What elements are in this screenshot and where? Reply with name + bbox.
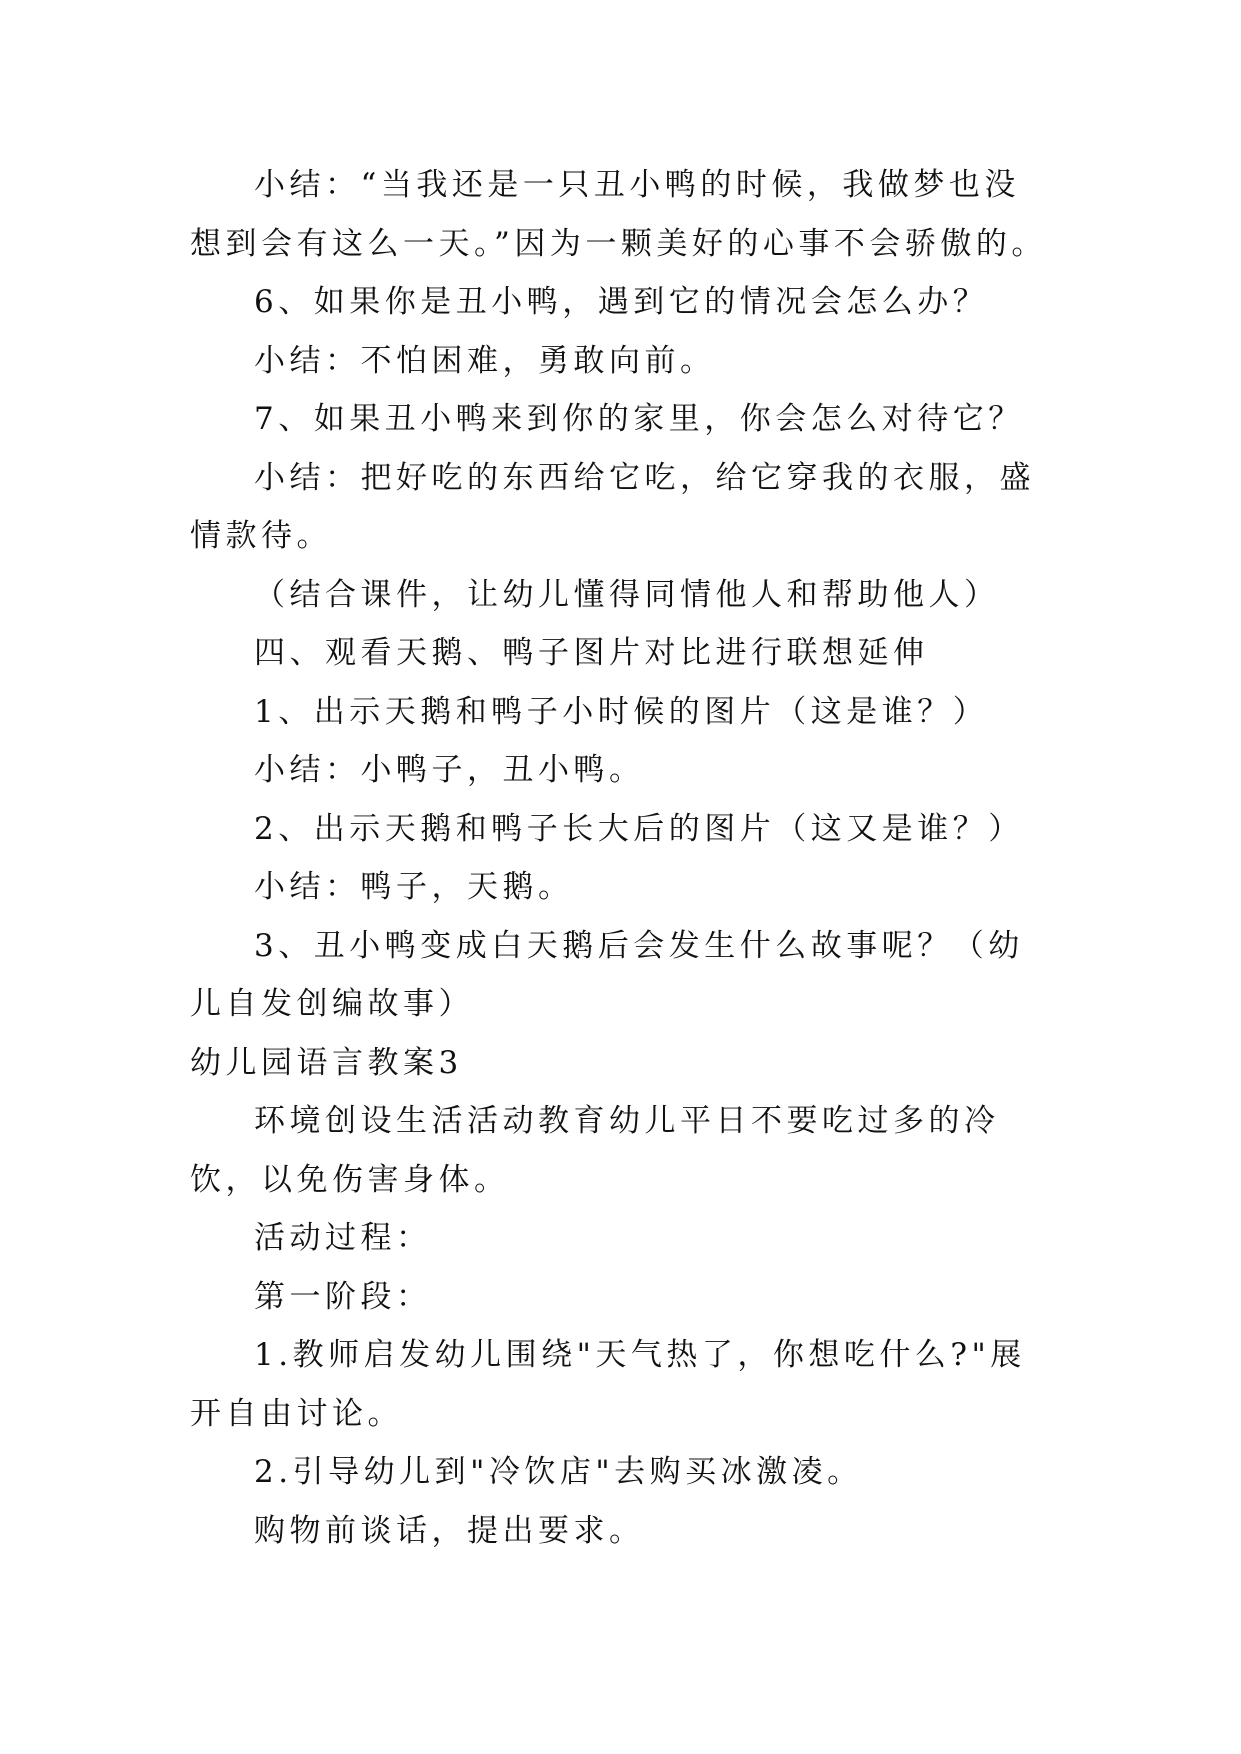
paragraph-item-1: 1、出示天鹅和鸭子小时候的图片（这是谁？）: [254, 693, 989, 730]
paragraph-courseware-note: （结合课件，让幼儿懂得同情他人和帮助他人）: [254, 576, 1000, 613]
paragraph-shopping-talk: 购物前谈话，提出要求。: [254, 1512, 645, 1549]
paragraph-summary-grown: 小结：鸭子，天鹅。: [254, 869, 574, 905]
paragraph-stage-1: 第一阶段：: [254, 1278, 432, 1315]
paragraph-question-6: 6、如果你是丑小鸭，遇到它的情况会怎么办？: [254, 284, 989, 320]
paragraph-activity-process: 活动过程：: [254, 1220, 432, 1256]
paragraph-step-2: 2.引导幼儿到"冷饮店"去购买冰激凌。: [254, 1454, 863, 1490]
paragraph-summary-ducklings: 小结：小鸭子，丑小鸭。: [254, 752, 645, 788]
paragraph-section-4: 四、观看天鹅、鸭子图片对比进行联想延伸: [254, 635, 929, 671]
paragraph-environment: 环境创设生活活动教育幼儿平日不要吃过多的冷饮，以免伤害身体。: [190, 1103, 1000, 1198]
paragraph-summary-hospitality: 小结：把好吃的东西给它吃，给它穿我的衣服，盛情款待。: [190, 459, 1035, 554]
paragraph-step-1: 1.教师启发幼儿围绕"天气热了，你想吃什么?"展开自由讨论。: [190, 1337, 1026, 1432]
paragraph-item-3: 3、丑小鸭变成白天鹅后会发生什么故事呢？（幼儿自发创编故事）: [190, 927, 1024, 1022]
paragraph-item-2: 2、出示天鹅和鸭子长大后的图片（这又是谁？）: [254, 810, 1024, 847]
paragraph-question-7: 7、如果丑小鸭来到你的家里，你会怎么对待它？: [254, 401, 1024, 437]
paragraph-summary-courage: 小结：不怕困难，勇敢向前。: [254, 342, 716, 379]
paragraph-summary-dream: 小结：“当我还是一只丑小鸭的时候，我做梦也没想到会有这么一天。”因为一颗美好的心事不会骄傲的。: [190, 167, 1047, 262]
section-heading: 幼儿园语言教案3: [190, 1044, 463, 1081]
document-body: [190, 156, 1050, 1560]
